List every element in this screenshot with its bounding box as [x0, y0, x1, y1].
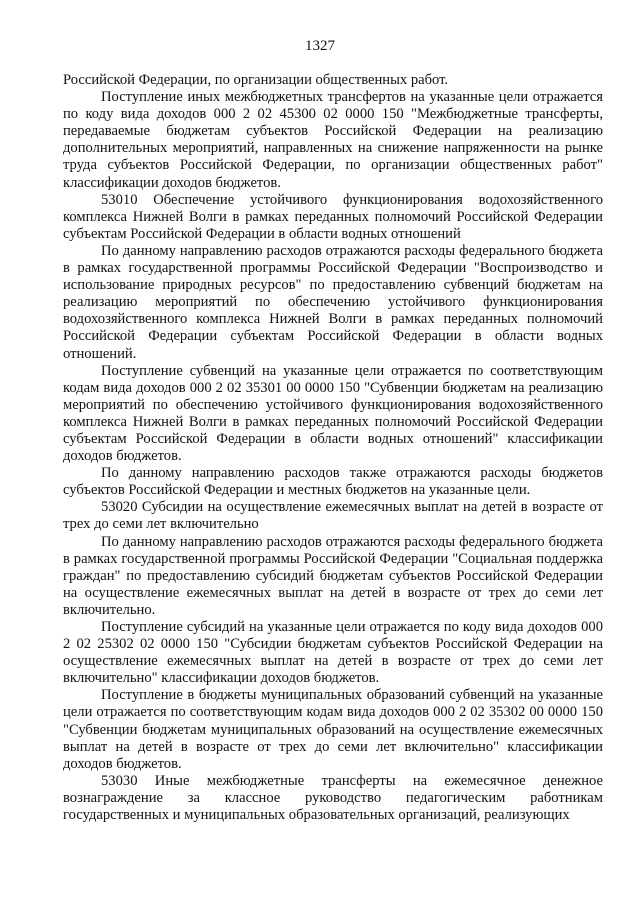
section-heading-53020: 53020 Субсидии на осуществление ежемесячных выплат на детей в возрасте от трех до семи лет включительно [63, 499, 603, 533]
paragraph: По данному направлению расходов отражаются расходы федерального бюджета в рамках государственной программы Российской Федерации "Воспроизводство и использование природных ресурсов" по предоставлению субвенций бюджетам на реализацию мероприятий по обеспечению устойчивого функционирования водохозяйственного комплекса Нижней Волги в рамках переданных полномочий Российской Федерации субъектам Российской Федерации в области водных отношений. [63, 242, 603, 362]
document-body [63, 72, 603, 824]
paragraph: Поступление субвенций на указанные цели отражается по соответствующим кодам вида доходов 000 2 02 35301 00 0000 150 "Субвенции бюджетам на реализацию мероприятий по обеспечению устойчивого функционирования водохозяйственного комплекса Нижней Волги в рамках переданных полномочий Российской Федерации субъектам Российской Федерации в области водных отношений" классификации доходов бюджетов. [63, 362, 603, 465]
paragraph: По данному направлению расходов отражаются расходы федерального бюджета в рамках государственной программы Российской Федерации "Социальная поддержка граждан" по предоставлению субсидий бюджетам субъектов Российской Федерации на осуществление ежемесячных выплат на детей в возрасте от трех до семи лет включительно. [63, 533, 603, 618]
paragraph: Поступление субсидий на указанные цели отражается по коду вида доходов 000 2 02 25302 02 0000 150 "Субсидии бюджетам субъектов Российской Федерации на осуществление ежемесячных выплат на детей в возрасте от трех до семи лет включительно" классификации доходов бюджетов. [63, 619, 603, 687]
section-heading-53030: 53030 Иные межбюджетные трансферты на ежемесячное денежное вознаграждение за классное руководство педагогическим работникам государственных и муниципальных образовательных организаций, реализующих [63, 772, 603, 824]
paragraph: Поступление иных межбюджетных трансфертов на указанные цели отражается по коду вида доходов 000 2 02 45300 02 0000 150 "Межбюджетные трансферты, передаваемые бюджетам субъектов Российской Федерации на реализацию дополнительных мероприятий, направленных на снижение напряженности на рынке труда субъектов Российской Федерации, по организации общественных работ" классификации доходов бюджетов. [63, 89, 603, 191]
paragraph: Поступление в бюджеты муниципальных образований субвенций на указанные цели отражается по соответствующим кодам вида доходов 000 2 02 35302 00 0000 150 "Субвенции бюджетам муниципальных образований на осуществление ежемесячных выплат на детей в возрасте от трех до семи лет включительно" классификации доходов бюджетов. [63, 687, 603, 772]
page-number: 1327 [305, 38, 335, 54]
paragraph-continuation: Российской Федерации, по организации общественных работ. [63, 72, 449, 88]
section-heading-53010: 53010 Обеспечение устойчивого функционирования водохозяйственного комплекса Нижней Волги в рамках переданных полномочий Российской Федерации субъектам Российской Федерации в области водных отношений [63, 191, 603, 242]
paragraph: По данному направлению расходов также отражаются расходы бюджетов субъектов Российской Федерации и местных бюджетов на указанные цели. [63, 465, 603, 499]
